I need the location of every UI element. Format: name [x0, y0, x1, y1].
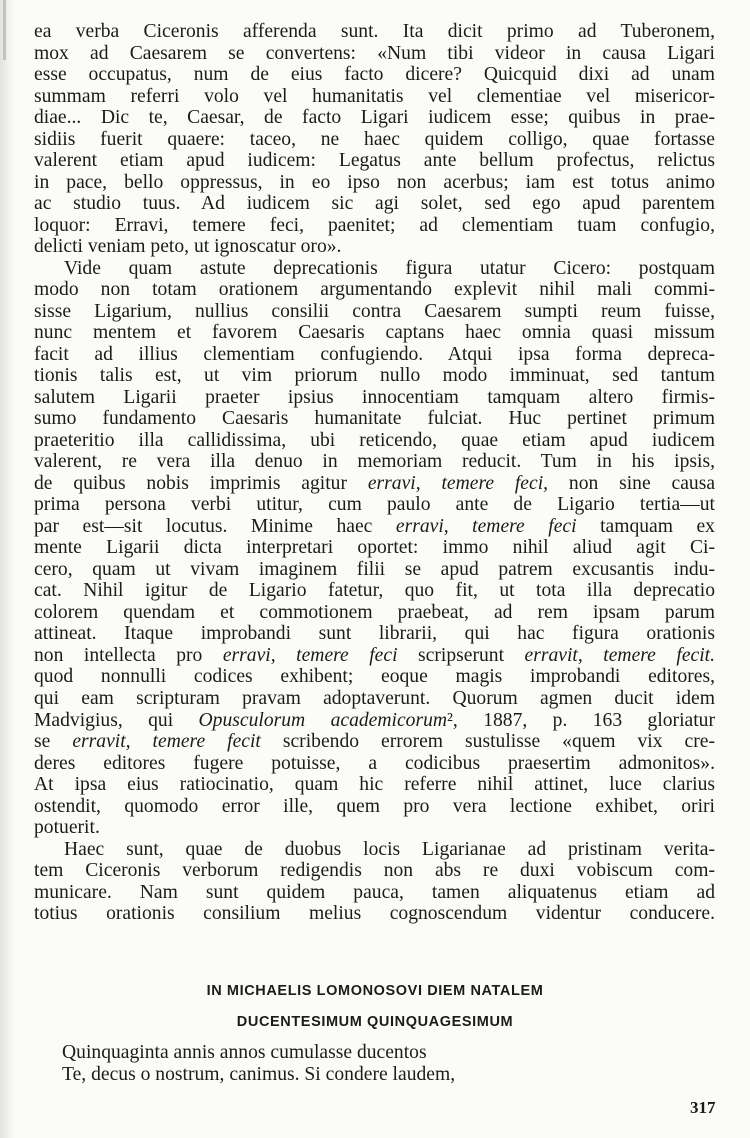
text-line: cat. Nihil igitur de Ligario fatetur, quo fit, ut tota illa deprecatio — [34, 580, 715, 602]
text-segment: non intellecta pro — [34, 644, 203, 666]
text-line: in pace, bello oppressus, in eo ipso non acerbus; iam est totus animo — [34, 171, 715, 193]
italic-quote: erravit, temere fecit — [72, 731, 261, 753]
text-segment: Madvigius, qui — [34, 709, 174, 731]
text-segment: par est—sit locutus. Minime haec — [34, 515, 373, 537]
text-segment: non sine causa — [568, 472, 715, 494]
text-line: nunc mentem et favorem Caesaris captans haec omnia quasi missum — [34, 322, 715, 344]
text-line — [34, 516, 715, 538]
italic-quote: erravi, temere feci — [222, 644, 398, 666]
text-line: esse occupatus, num de eius facto dicere? Quicquid dixi ad unam — [34, 64, 715, 86]
text-line: deres editores fugere potuisse, a codicibus praesertim admonitos». — [34, 752, 715, 774]
text-line: facit ad illius clementiam confugiendo. Atqui ipsa forma depreca- — [34, 343, 715, 365]
text-line: qui eam scripturam pravam adoptaverunt. Quorum agmen ducit idem — [34, 687, 715, 709]
text-line: Vide quam astute deprecationis figura utatur Cicero: postquam — [64, 257, 715, 279]
italic-title: Opusculorum academicorum — [198, 709, 448, 731]
italic-quote: erravi, temere feci — [395, 515, 577, 537]
text-line: cero, quam ut vivam imaginem filii se apud patrem excusantis indu- — [34, 558, 715, 580]
section-heading: IN MICHAELIS LOMONOSOVI DIEM NATALEM — [206, 983, 544, 999]
text-line: ea verba Ciceronis afferenda sunt. Ita dicit primo ad Tuberonem, — [34, 21, 715, 42]
text-line: mente Ligarii dicta interpretari oportet: immo nihil aliud agit Ci- — [34, 537, 715, 559]
text-line: delicti veniam peto, ut ignoscatur oro». — [34, 236, 342, 258]
text-line: salutem Ligarii praeter ipsius innocentiam tamquam altero firmis- — [34, 386, 715, 408]
page-number: 317 — [690, 1098, 716, 1117]
text-line: summam referri volo vel humanitatis vel clementiae vel misericor- — [34, 85, 715, 107]
text-line: colorem quendam et commotionem praebeat, ad rem ipsam parum — [34, 601, 715, 623]
text-segment: de quibus nobis imprimis agitur — [34, 472, 347, 494]
text-line: At ipsa eius ratiocinatio, quam hic referre nihil attinet, luce clarius — [34, 774, 715, 796]
text-line — [34, 473, 715, 495]
text-line: ac studio tuus. Ad iudicem sic agi solet, sed ego apud parentem — [34, 193, 715, 215]
text-line: valerent etiam apud iudicem: Legatus ante bellum profectus, relictus — [34, 150, 715, 172]
italic-quote: erravi, temere feci, — [367, 472, 549, 494]
text-line: sisse Ligarium, nullius consilii contra Caesarem sumpti reum fuisse, — [34, 300, 715, 322]
text-line: valerent, re vera illa denuo in memoriam reducit. Tum in his ipsis, — [34, 451, 715, 473]
text-line: potuerit. — [34, 817, 100, 839]
text-line: sidiis fuerit quaere: taceo, ne haec quidem colligo, quae fortasse — [34, 128, 715, 150]
text-segment: scripserunt — [418, 644, 505, 666]
text-line: mox ad Caesarem se convertens: «Num tibi videor in causa Ligari — [34, 42, 715, 64]
text-segment: tamquam ex — [600, 515, 715, 537]
body-text — [34, 21, 715, 925]
text-line: tionis talis est, ut vim priorum nullo modo imminuat, sed tantum — [34, 365, 715, 387]
text-line: loquor: Erravi, temere feci, paenitet; ad clementiam tuam confugio, — [34, 214, 715, 236]
poem — [62, 1042, 455, 1086]
text-line: attineat. Itaque improbandi sunt librarii, qui hac figura orationis — [34, 623, 715, 645]
text-line: Haec sunt, quae de duobus locis Ligarianae ad pristinam verita- — [64, 838, 715, 860]
page-gutter-shadow — [0, 0, 16, 1138]
text-line: modo non totam orationem argumentando explevit nihil mali commi- — [34, 279, 715, 301]
text-line — [34, 645, 715, 667]
poem-line: Quinquaginta annis annos cumulasse ducentos — [62, 1042, 427, 1063]
text-line: prima persona verbi utitur, cum paulo ante de Ligario tertia—ut — [34, 494, 715, 516]
text-line: tem Ciceronis verborum redigendis non abs re duxi vobiscum com- — [34, 860, 715, 882]
poem-line: Te, decus o nostrum, canimus. Si condere laudem, — [62, 1064, 456, 1085]
text-line: praeteritio illa callidissima, ubi reticendo, quae etiam apud iudicem — [34, 429, 715, 451]
section-subheading: DUCENTESIMUM QUINQUAGESIMUM — [236, 1014, 514, 1030]
text-segment: se — [34, 731, 51, 753]
text-segment: ², 1887, p. 163 gloriatur — [447, 709, 715, 731]
text-line: totius orationis consilium melius cognoscendum videntur conducere. — [34, 903, 715, 925]
text-segment: scribendo errorem sustulisse «quem vix cre- — [282, 731, 715, 753]
text-line — [34, 731, 715, 753]
text-line: diae... Dic te, Caesar, de facto Ligari iudicem esse; quibus in prae- — [34, 107, 715, 129]
text-line: ostendit, quomodo error ille, quem pro vera lectione exhibet, oriri — [34, 795, 715, 817]
italic-quote: erravit, temere fecit. — [524, 644, 715, 666]
text-line: municare. Nam sunt quidem pauca, tamen aliquatenus etiam ad — [34, 881, 715, 903]
text-line — [34, 710, 715, 732]
text-line: sumo fundamento Caesaris humanitate fulciat. Huc pertinet primum — [34, 408, 715, 430]
text-line: quod nonnulli codices exhibent; eoque magis improbandi editores, — [34, 666, 715, 688]
